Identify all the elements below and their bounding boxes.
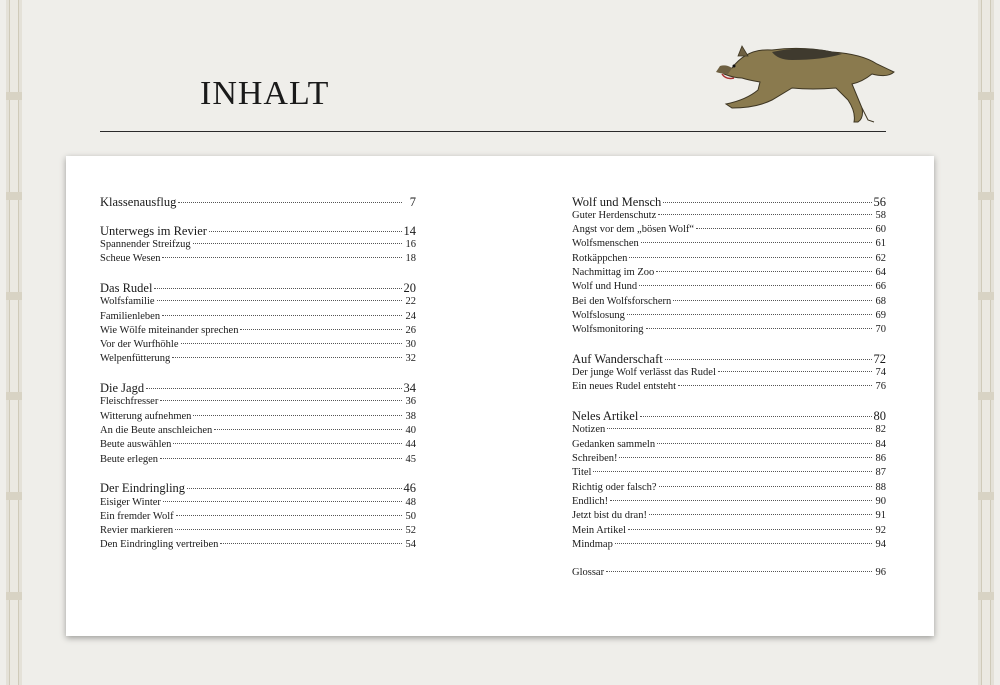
toc-entry-page: 48 <box>405 497 416 508</box>
toc-leader-dots <box>162 256 402 258</box>
toc-leader-dots <box>673 299 872 301</box>
toc-entry <box>572 323 886 337</box>
title-divider <box>100 131 886 132</box>
decorative-border-left <box>6 0 22 685</box>
toc-entry-label: Wolfslosung <box>572 310 625 321</box>
toc-entry-page: 61 <box>875 238 886 249</box>
toc-entry-label: Ein neues Rudel entsteht <box>572 381 677 392</box>
toc-leader-dots <box>187 487 401 489</box>
toc-leader-dots <box>214 428 402 430</box>
toc-entry-page: 92 <box>875 525 886 536</box>
toc-leader-dots <box>629 256 872 258</box>
toc-leader-dots <box>220 542 402 544</box>
toc-entry-label: Wolfsfamilie <box>100 296 155 307</box>
toc-entry <box>572 295 886 309</box>
toc-leader-dots <box>665 358 872 360</box>
toc-entry-page: 60 <box>875 224 886 235</box>
toc-entry-label: Notizen <box>572 424 606 435</box>
toc-entry-page: 58 <box>875 210 886 221</box>
toc-entry-page: 32 <box>405 353 416 364</box>
toc-entry-page: 86 <box>875 453 886 464</box>
toc-leader-dots <box>193 242 402 244</box>
toc-entry-label: Neles Artikel <box>572 409 639 423</box>
toc-entry <box>572 252 886 266</box>
toc-entry <box>100 295 416 309</box>
toc-entry-page: 26 <box>405 325 416 336</box>
toc-entry <box>100 281 416 295</box>
toc-entry <box>100 324 416 338</box>
toc-entry-label: Ein fremder Wolf <box>100 511 174 522</box>
toc-entry-label: Wolfsmenschen <box>572 238 639 249</box>
toc-entry <box>572 466 886 480</box>
toc-entry-page: 44 <box>405 439 416 450</box>
toc-entry <box>100 238 416 252</box>
toc-entry-page: 90 <box>875 496 886 507</box>
toc-entry-page: 96 <box>875 567 886 578</box>
toc-entry <box>572 209 886 223</box>
toc-entry <box>100 395 416 409</box>
toc-leader-dots <box>172 356 402 358</box>
toc-entry <box>572 380 886 394</box>
toc-entry-page: 68 <box>875 296 886 307</box>
toc-leader-dots <box>162 314 402 316</box>
toc-leader-dots <box>176 514 402 516</box>
toc-entry-label: Wolf und Mensch <box>572 195 662 209</box>
toc-leader-dots <box>146 387 401 389</box>
toc-entry-label: Glossar <box>572 567 605 578</box>
toc-entry <box>572 309 886 323</box>
toc-entry-page: 46 <box>403 481 416 495</box>
toc-entry-page: 24 <box>405 311 416 322</box>
toc-entry <box>100 352 416 366</box>
toc-entry-label: Richtig oder falsch? <box>572 482 657 493</box>
toc-entry-label: Die Jagd <box>100 381 145 395</box>
toc-entry-label: Der Eindringling <box>100 481 186 495</box>
toc-entry <box>572 352 886 366</box>
toc-entry-label: Mindmap <box>572 539 613 550</box>
toc-entry <box>100 424 416 438</box>
toc-entry <box>100 224 416 238</box>
toc-leader-dots <box>181 342 402 344</box>
toc-entry <box>100 524 416 538</box>
toc-entry <box>572 366 886 380</box>
toc-leader-dots <box>173 442 402 444</box>
toc-entry-label: Familienleben <box>100 311 161 322</box>
toc-leader-dots <box>656 270 872 272</box>
toc-entry <box>100 338 416 352</box>
toc-entry-label: Angst vor dem „bösen Wolf“ <box>572 224 695 235</box>
toc-entry-label: Vor der Wurfhöhle <box>100 339 179 350</box>
toc-entry-label: Beute erlegen <box>100 454 159 465</box>
toc-entry-page: 72 <box>873 352 886 366</box>
toc-entry-label: Scheue Wesen <box>100 253 161 264</box>
toc-leader-dots <box>157 299 402 301</box>
toc-entry-page: 56 <box>873 195 886 209</box>
toc-entry-page: 76 <box>875 381 886 392</box>
toc-entry <box>572 452 886 466</box>
toc-leader-dots <box>160 457 402 459</box>
toc-entry-label: Rotkäppchen <box>572 253 628 264</box>
toc-entry-page: 50 <box>405 511 416 522</box>
toc-entry <box>572 566 886 580</box>
toc-entry-label: Spannender Streifzug <box>100 239 191 250</box>
toc-leader-dots <box>649 513 872 515</box>
toc-entry-label: Unterwegs im Revier <box>100 224 207 238</box>
toc-entry-page: 38 <box>405 411 416 422</box>
toc-leader-dots <box>641 241 872 243</box>
toc-entry <box>100 252 416 266</box>
toc-leader-dots <box>640 415 871 417</box>
toc-entry-page: 74 <box>875 367 886 378</box>
toc-entry-label: Welpenfütterung <box>100 353 171 364</box>
toc-entry-page: 84 <box>875 439 886 450</box>
toc-entry-page: 64 <box>875 267 886 278</box>
toc-entry <box>100 496 416 510</box>
toc-entry-label: Endlich! <box>572 496 609 507</box>
toc-entry-page: 34 <box>403 381 416 395</box>
toc-entry-label: Titel <box>572 467 592 478</box>
toc-entry-page: 45 <box>405 454 416 465</box>
toc-entry <box>572 481 886 495</box>
toc-entry <box>100 453 416 467</box>
toc-leader-dots <box>240 328 402 330</box>
toc-leader-dots <box>627 313 872 315</box>
toc-entry-label: Gedanken sammeln <box>572 439 656 450</box>
toc-panel <box>66 156 934 636</box>
toc-entry <box>572 409 886 423</box>
toc-leader-dots <box>619 456 872 458</box>
toc-entry-page: 62 <box>875 253 886 264</box>
wolf-illustration <box>712 38 902 128</box>
toc-leader-dots <box>659 485 872 487</box>
toc-entry-page: 7 <box>409 195 416 209</box>
toc-entry-page: 36 <box>405 396 416 407</box>
toc-entry <box>572 266 886 280</box>
toc-leader-dots <box>639 284 872 286</box>
page-title: INHALT <box>200 75 330 112</box>
toc-leader-dots <box>696 227 872 229</box>
toc-entry <box>572 280 886 294</box>
toc-entry-page: 94 <box>875 539 886 550</box>
toc-entry-page: 70 <box>875 324 886 335</box>
toc-entry-label: Das Rudel <box>100 281 153 295</box>
toc-leader-dots <box>657 442 872 444</box>
toc-leader-dots <box>606 570 872 572</box>
toc-entry-page: 22 <box>405 296 416 307</box>
toc-entry-page: 20 <box>403 281 416 295</box>
toc-entry <box>572 438 886 452</box>
toc-entry <box>572 223 886 237</box>
toc-leader-dots <box>163 500 402 502</box>
toc-leader-dots <box>628 528 872 530</box>
toc-entry <box>100 381 416 395</box>
toc-entry-page: 14 <box>403 224 416 238</box>
toc-entry <box>100 438 416 452</box>
toc-entry <box>572 495 886 509</box>
toc-leader-dots <box>718 370 872 372</box>
toc-entry-label: Guter Herdenschutz <box>572 210 657 221</box>
toc-entry-label: Der junge Wolf verlässt das Rudel <box>572 367 716 378</box>
toc-leader-dots <box>178 201 402 203</box>
toc-entry <box>100 510 416 524</box>
toc-entry-page: 40 <box>405 425 416 436</box>
toc-entry <box>100 310 416 324</box>
toc-leader-dots <box>175 528 402 530</box>
toc-entry-page: 66 <box>875 281 886 292</box>
toc-leader-dots <box>593 470 872 472</box>
toc-leader-dots <box>663 201 871 203</box>
toc-entry-page: 87 <box>875 467 886 478</box>
toc-entry <box>100 410 416 424</box>
toc-entry <box>100 195 416 209</box>
toc-entry-page: 30 <box>405 339 416 350</box>
toc-entry-label: Wolf und Hund <box>572 281 638 292</box>
decorative-border-right <box>978 0 994 685</box>
toc-entry-label: Wie Wölfe miteinander sprechen <box>100 325 239 336</box>
toc-entry <box>572 423 886 437</box>
toc-entry <box>572 237 886 251</box>
toc-entry-label: Jetzt bist du dran! <box>572 510 647 521</box>
toc-entry-label: Auf Wanderschaft <box>572 352 663 366</box>
toc-entry <box>572 524 886 538</box>
toc-entry-page: 54 <box>405 539 416 550</box>
toc-entry-label: Beute auswählen <box>100 439 172 450</box>
toc-entry-label: Schreiben! <box>572 453 618 464</box>
toc-entry <box>100 538 416 552</box>
toc-entry-page: 91 <box>875 510 886 521</box>
toc-leader-dots <box>160 399 402 401</box>
toc-entry <box>100 481 416 495</box>
toc-leader-dots <box>678 384 872 386</box>
toc-entry-page: 69 <box>875 310 886 321</box>
toc-entry-page: 52 <box>405 525 416 536</box>
toc-leader-dots <box>209 230 402 232</box>
toc-entry-label: Eisiger Winter <box>100 497 161 508</box>
toc-entry-label: Nachmittag im Zoo <box>572 267 655 278</box>
toc-leader-dots <box>646 327 873 329</box>
toc-leader-dots <box>607 427 872 429</box>
toc-entry-page: 16 <box>405 239 416 250</box>
toc-entry-label: Wolfsmonitoring <box>572 324 644 335</box>
toc-entry <box>572 195 886 209</box>
toc-leader-dots <box>193 414 402 416</box>
toc-entry-page: 88 <box>875 482 886 493</box>
toc-entry <box>572 538 886 552</box>
toc-entry-label: Bei den Wolfsforschern <box>572 296 672 307</box>
toc-entry-page: 82 <box>875 424 886 435</box>
toc-entry-label: Mein Artikel <box>572 525 626 536</box>
toc-entry-label: Witterung aufnehmen <box>100 411 192 422</box>
toc-entry <box>572 509 886 523</box>
toc-entry-page: 80 <box>873 409 886 423</box>
toc-entry-label: Fleischfresser <box>100 396 159 407</box>
toc-leader-dots <box>615 542 872 544</box>
toc-entry-page: 18 <box>405 253 416 264</box>
toc-leader-dots <box>658 213 872 215</box>
toc-entry-label: Den Eindringling vertreiben <box>100 539 219 550</box>
toc-entry-label: Revier markieren <box>100 525 174 536</box>
toc-entry-label: Klassenausflug <box>100 195 177 209</box>
toc-entry-label: An die Beute anschleichen <box>100 425 213 436</box>
toc-leader-dots <box>154 287 401 289</box>
toc-leader-dots <box>610 499 872 501</box>
